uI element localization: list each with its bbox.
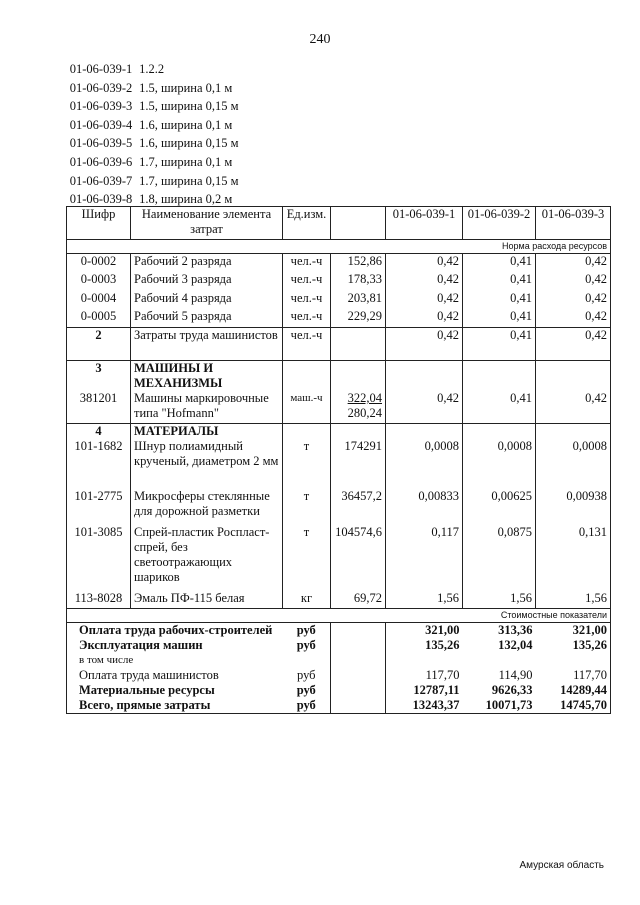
cost-row bbox=[67, 698, 611, 714]
cell-code: 101-3085 bbox=[67, 525, 131, 591]
header-unit: Ед.изм. bbox=[283, 207, 331, 240]
cell-price: 36457,2 bbox=[331, 489, 386, 525]
cell-price: 174291 bbox=[331, 439, 386, 489]
cell-value: 0,42 bbox=[536, 328, 611, 361]
cell-unit: чел.-ч bbox=[283, 328, 331, 361]
cost-value: 135,26 bbox=[536, 638, 611, 653]
cell-value: 0,42 bbox=[536, 291, 611, 310]
cost-unit: руб bbox=[296, 623, 316, 637]
code-desc: 1.5, ширина 0,15 м bbox=[139, 99, 239, 114]
section-label: Норма расхода ресурсов bbox=[67, 240, 611, 254]
table-row bbox=[67, 328, 611, 361]
cell-value: 0,42 bbox=[386, 391, 463, 423]
cell-value: 0,42 bbox=[386, 328, 463, 361]
cell-unit: маш.-ч bbox=[283, 391, 331, 423]
cost-row bbox=[67, 683, 611, 698]
cost-value: 313,36 bbox=[498, 623, 533, 637]
cell-value: 0,42 bbox=[536, 254, 611, 273]
cost-row bbox=[67, 623, 611, 639]
code-item bbox=[66, 116, 239, 135]
cell-value: 0,41 bbox=[463, 272, 536, 291]
code-desc: 1.8, ширина 0,2 м bbox=[139, 192, 233, 207]
cell-unit: т bbox=[283, 439, 331, 489]
cell-value: 0,0008 bbox=[536, 439, 611, 489]
cell-name: Рабочий 4 разряда bbox=[131, 291, 283, 310]
section-norms bbox=[67, 240, 611, 254]
cell-value: 1,56 bbox=[386, 591, 463, 609]
code-desc: 1.6, ширина 0,15 м bbox=[139, 136, 239, 151]
code: 01-06-039-3 bbox=[69, 99, 133, 114]
cell-name: Затраты труда машинистов bbox=[131, 328, 283, 361]
cell-value: 0,131 bbox=[536, 525, 611, 591]
cell-value: 0,00833 bbox=[386, 489, 463, 525]
cell-value: 0,42 bbox=[536, 391, 611, 423]
cell-value: 0,42 bbox=[386, 309, 463, 328]
table-row bbox=[67, 254, 611, 273]
code: 01-06-039-2 bbox=[69, 80, 133, 95]
code: 01-06-039-8 bbox=[69, 192, 133, 207]
cell-value: 1,56 bbox=[536, 591, 611, 609]
cell-code: 101-1682 bbox=[67, 439, 131, 489]
cost-value: 132,04 bbox=[498, 638, 533, 652]
header-price bbox=[331, 207, 386, 240]
cell-name: Рабочий 3 разряда bbox=[131, 272, 283, 291]
cell-code: 0-0003 bbox=[67, 272, 131, 291]
cell-price: 203,81 bbox=[331, 291, 386, 310]
cost-empty bbox=[331, 668, 386, 683]
code-item bbox=[66, 172, 239, 191]
table-row bbox=[67, 272, 611, 291]
cell-price bbox=[331, 328, 386, 361]
price-current: 322,04 bbox=[347, 391, 382, 405]
cell-code: 0-0004 bbox=[67, 291, 131, 310]
cell-name: Спрей-пластик Роспласт-спрей, без светоотражающих шариков bbox=[131, 525, 283, 591]
code-desc: 1.2.2 bbox=[139, 62, 165, 76]
cost-empty bbox=[331, 638, 386, 653]
cost-name: Всего, прямые затраты bbox=[67, 698, 283, 714]
header-col3: 01-06-039-3 bbox=[536, 207, 611, 240]
cell-code: 0-0002 bbox=[67, 254, 131, 273]
code-item bbox=[66, 97, 239, 116]
cost-row bbox=[67, 668, 611, 683]
cell-code: 381201 bbox=[67, 391, 131, 423]
cost-value: 13243,37 bbox=[386, 698, 463, 714]
table-row bbox=[67, 439, 611, 489]
code-item bbox=[66, 79, 239, 98]
code-desc: 1.6, ширина 0,1 м bbox=[139, 117, 233, 132]
cell-code: 4 bbox=[67, 423, 131, 439]
code: 01-06-039-5 bbox=[69, 136, 133, 151]
cell-name: МАТЕРИАЛЫ bbox=[131, 423, 283, 439]
cell-code: 3 bbox=[67, 361, 131, 392]
price-base: 280,24 bbox=[347, 406, 382, 420]
table-header bbox=[67, 207, 611, 240]
cell-value: 0,41 bbox=[463, 391, 536, 423]
code-desc: 1.5, ширина 0,1 м bbox=[139, 80, 233, 95]
cost-unit: руб bbox=[296, 683, 316, 697]
cost-value bbox=[463, 653, 536, 668]
cell-price: 152,86 bbox=[331, 254, 386, 273]
cell-value: 1,56 bbox=[463, 591, 536, 609]
cost-empty bbox=[331, 698, 386, 714]
table-row bbox=[67, 525, 611, 591]
header-col1: 01-06-039-1 bbox=[386, 207, 463, 240]
cost-empty bbox=[331, 653, 386, 668]
table-row bbox=[67, 489, 611, 525]
section-label: Стоимостные показатели bbox=[67, 609, 611, 623]
cell-unit: т bbox=[283, 489, 331, 525]
cell-name: МАШИНЫ И МЕХАНИЗМЫ bbox=[131, 361, 283, 392]
cell-name: Микросферы стеклянные для дорожной разметки bbox=[131, 489, 283, 525]
cell-unit: чел.-ч bbox=[283, 272, 331, 291]
cell-value: 0,41 bbox=[463, 309, 536, 328]
cell-value: 0,42 bbox=[386, 272, 463, 291]
cost-value: 117,70 bbox=[536, 668, 611, 683]
cell-value: 0,0008 bbox=[386, 439, 463, 489]
cost-row bbox=[67, 638, 611, 653]
cost-unit: руб bbox=[296, 638, 316, 652]
cell-name: Машины маркировочные типа "Hofmann" bbox=[131, 391, 283, 423]
cost-unit bbox=[283, 653, 331, 668]
cell-value: 0,42 bbox=[386, 254, 463, 273]
table-row bbox=[67, 391, 611, 423]
cost-value: 321,00 bbox=[386, 623, 463, 639]
cost-value: 135,26 bbox=[386, 638, 463, 653]
cost-value: 114,90 bbox=[498, 668, 533, 682]
cell-value: 0,117 bbox=[386, 525, 463, 591]
code: 01-06-039-1 bbox=[69, 62, 133, 76]
code-item bbox=[66, 153, 239, 172]
code-list bbox=[66, 60, 239, 209]
cost-value: 321,00 bbox=[536, 623, 611, 639]
cell-value: 0,42 bbox=[536, 272, 611, 291]
cell-price bbox=[331, 391, 386, 423]
cell-price: 229,29 bbox=[331, 309, 386, 328]
cell-unit: чел.-ч bbox=[283, 254, 331, 273]
header-name: Наименование элемента затрат bbox=[131, 207, 283, 240]
cost-value bbox=[386, 653, 463, 668]
cell-price: 69,72 bbox=[331, 591, 386, 609]
cost-name: в том числе bbox=[67, 653, 283, 668]
cost-empty bbox=[331, 683, 386, 698]
cell-code: 113-8028 bbox=[67, 591, 131, 609]
cost-value: 10071,73 bbox=[463, 698, 536, 714]
cell-unit: т bbox=[283, 525, 331, 591]
cell-value: 0,0875 bbox=[463, 525, 536, 591]
cell-value: 0,41 bbox=[463, 291, 536, 310]
header-col2: 01-06-039-2 bbox=[463, 207, 536, 240]
cost-value: 14745,70 bbox=[536, 698, 611, 714]
code: 01-06-039-6 bbox=[69, 154, 133, 169]
cost-value: 12787,11 bbox=[386, 683, 463, 698]
page-number: 240 bbox=[309, 32, 331, 47]
code: 01-06-039-4 bbox=[69, 117, 133, 132]
table-row bbox=[67, 309, 611, 328]
cost-empty bbox=[331, 623, 386, 639]
cost-name: Эксплуатация машин bbox=[67, 638, 283, 653]
cell-value: 0,42 bbox=[536, 309, 611, 328]
cost-row bbox=[67, 653, 611, 668]
code: 01-06-039-7 bbox=[69, 173, 133, 188]
cell-code: 2 bbox=[67, 328, 131, 361]
cost-value: 117,70 bbox=[386, 668, 463, 683]
resource-table bbox=[66, 206, 611, 714]
group-row bbox=[67, 361, 611, 392]
cell-value: 0,42 bbox=[386, 291, 463, 310]
cell-unit: кг bbox=[283, 591, 331, 609]
table-row bbox=[67, 591, 611, 609]
cell-value: 0,0008 bbox=[463, 439, 536, 489]
cell-value: 0,41 bbox=[463, 254, 536, 273]
section-costs bbox=[67, 609, 611, 623]
table-row bbox=[67, 291, 611, 310]
code-desc: 1.7, ширина 0,15 м bbox=[139, 173, 239, 188]
cell-code: 0-0005 bbox=[67, 309, 131, 328]
cell-value: 0,00938 bbox=[536, 489, 611, 525]
header-code: Шифр bbox=[67, 207, 131, 240]
code-item bbox=[66, 134, 239, 153]
cost-value: 14289,44 bbox=[536, 683, 611, 698]
footer-region: Амурская область bbox=[519, 860, 604, 871]
cell-unit: чел.-ч bbox=[283, 291, 331, 310]
code-item bbox=[66, 60, 239, 79]
cost-unit: руб bbox=[283, 698, 331, 714]
cell-price: 178,33 bbox=[331, 272, 386, 291]
group-row bbox=[67, 423, 611, 439]
cell-code: 101-2775 bbox=[67, 489, 131, 525]
cost-name: Материальные ресурсы bbox=[67, 683, 283, 698]
cell-value: 0,00625 bbox=[463, 489, 536, 525]
cost-name: Оплата труда рабочих-строителей bbox=[67, 623, 283, 639]
cost-unit: руб bbox=[296, 668, 316, 682]
cost-value bbox=[536, 653, 611, 668]
cell-value: 0,41 bbox=[463, 328, 536, 361]
cell-name: Эмаль ПФ-115 белая bbox=[131, 591, 283, 609]
cost-value: 9626,33 bbox=[491, 683, 533, 697]
cost-name: Оплата труда машинистов bbox=[67, 668, 283, 683]
cell-unit: чел.-ч bbox=[283, 309, 331, 328]
cell-price: 104574,6 bbox=[331, 525, 386, 591]
cell-name: Рабочий 5 разряда bbox=[131, 309, 283, 328]
cell-name: Шнур полиамидный крученый, диаметром 2 мм bbox=[131, 439, 283, 489]
cell-name: Рабочий 2 разряда bbox=[131, 254, 283, 273]
code-desc: 1.7, ширина 0,1 м bbox=[139, 154, 233, 169]
